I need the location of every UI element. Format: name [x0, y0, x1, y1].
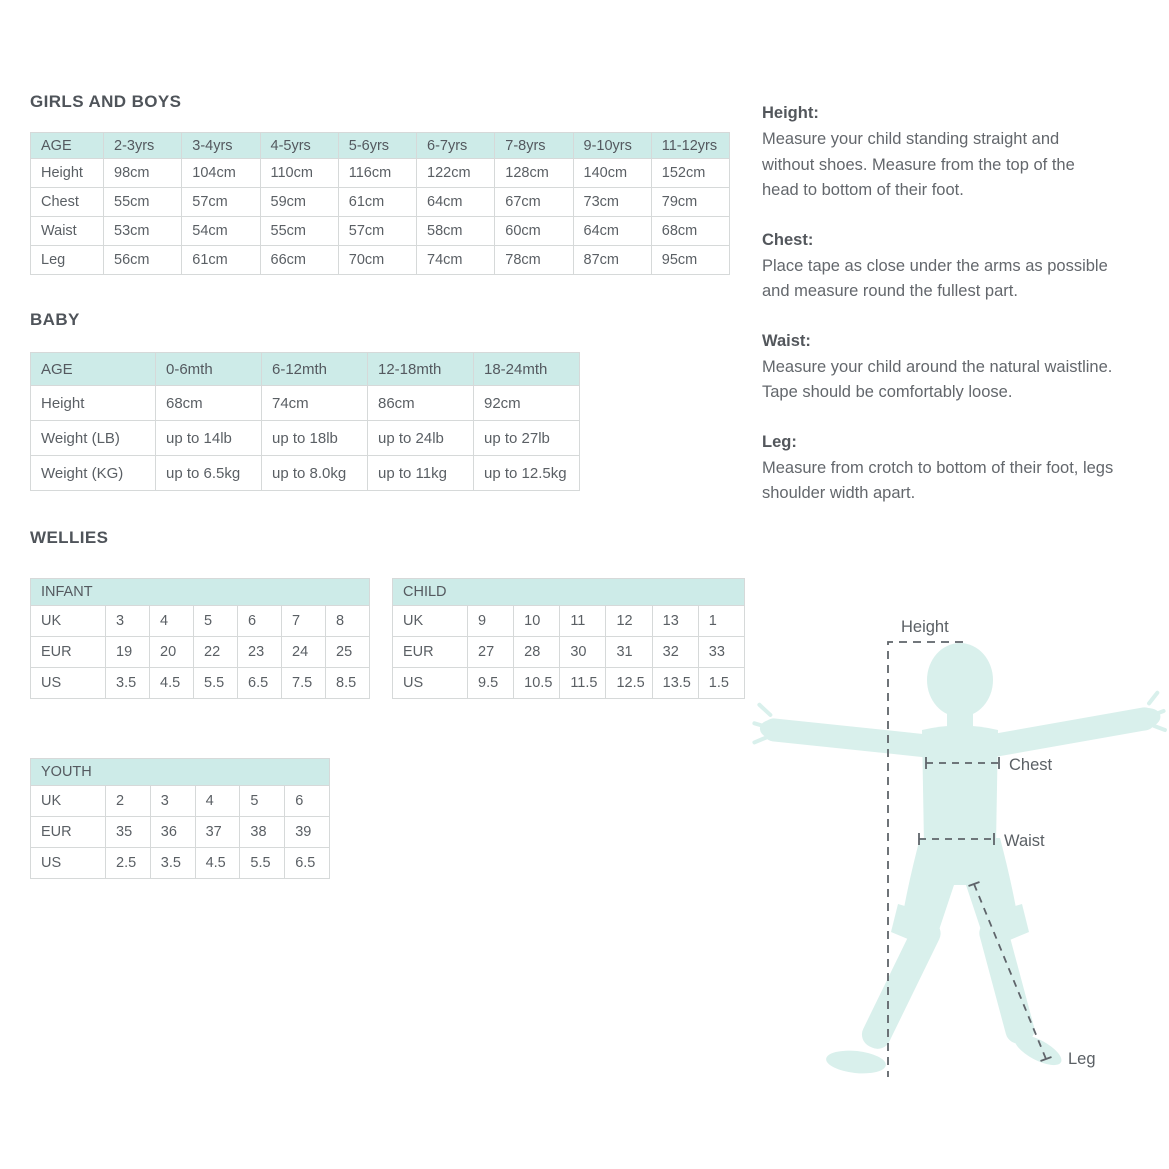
cell-value: 6 [285, 786, 330, 817]
row-label: EUR [31, 817, 106, 848]
table-row [31, 188, 730, 217]
column-header: 6-12mth [262, 353, 368, 386]
row-label: US [31, 668, 106, 699]
cell-value: 36 [150, 817, 195, 848]
column-header: AGE [31, 353, 156, 386]
cell-value: 5 [240, 786, 285, 817]
table-row [31, 421, 580, 456]
figure-label-chest: Chest [1009, 756, 1053, 774]
cell-value: 38 [240, 817, 285, 848]
row-label: Weight (KG) [31, 456, 156, 491]
cell-value: 5 [194, 606, 238, 637]
cell-value: 33 [698, 637, 744, 668]
instruction-body-waist: Measure your child around the natural waistline. Tape should be comfortably loose. [762, 357, 1113, 401]
cell-value: 73cm [573, 188, 651, 217]
cell-value: 122cm [417, 159, 495, 188]
baby-title: BABY [30, 310, 80, 329]
cell-value: 5.5 [194, 668, 238, 699]
cell-value: 66cm [260, 246, 338, 275]
table-row [31, 217, 730, 246]
cell-value: 30 [560, 637, 606, 668]
girls-and-boys-size-table [30, 132, 730, 275]
figure-label-waist: Waist [1004, 832, 1045, 850]
instruction-body-leg: Measure from crotch to bottom of their foot, legs shoulder width apart. [762, 458, 1114, 502]
cell-value: up to 24lb [368, 421, 474, 456]
cell-value: 1 [698, 606, 744, 637]
cell-value: 61cm [182, 246, 260, 275]
cell-value: 57cm [182, 188, 260, 217]
table-row [31, 786, 330, 817]
cell-value: 140cm [573, 159, 651, 188]
instruction-height [762, 104, 1114, 204]
cell-value: 87cm [573, 246, 651, 275]
cell-value: up to 14lb [156, 421, 262, 456]
cell-value: up to 8.0kg [262, 456, 368, 491]
cell-value: 12.5 [606, 668, 652, 699]
table-row [31, 606, 370, 637]
child-silhouette-diagram [750, 580, 1169, 1100]
cell-value: 116cm [338, 159, 416, 188]
cell-value: 60cm [495, 217, 573, 246]
child-silhouette [752, 643, 1166, 1076]
cell-value: 128cm [495, 159, 573, 188]
cell-value: 37 [195, 817, 240, 848]
instruction-waist [762, 332, 1114, 406]
cell-value: 64cm [417, 188, 495, 217]
cell-value: 7 [282, 606, 326, 637]
cell-value: 95cm [651, 246, 729, 275]
row-label: UK [31, 606, 106, 637]
cell-value: 35 [106, 817, 151, 848]
cell-value: 104cm [182, 159, 260, 188]
cell-value: 32 [652, 637, 698, 668]
right-arm [974, 692, 1167, 762]
table-row [31, 386, 580, 421]
cell-value: up to 6.5kg [156, 456, 262, 491]
header-row [31, 353, 580, 386]
cell-value: 79cm [651, 188, 729, 217]
cell-value: 7.5 [282, 668, 326, 699]
table-row [31, 848, 330, 879]
cell-value: 56cm [104, 246, 182, 275]
cell-value: 13 [652, 606, 698, 637]
cell-value: up to 11kg [368, 456, 474, 491]
instruction-heading-leg: Leg: [762, 432, 797, 451]
right-leg [976, 916, 1037, 1046]
instruction-body-height: Measure your child standing straight and without shoes. Measure from the top of the head to bottom of their foot. [762, 130, 1075, 199]
header-row [31, 133, 730, 159]
cell-value: 4.5 [195, 848, 240, 879]
cell-value: 3.5 [150, 848, 195, 879]
column-header: 9-10yrs [573, 133, 651, 159]
cell-value: 92cm [474, 386, 580, 421]
cell-value: 2.5 [106, 848, 151, 879]
row-label: Weight (LB) [31, 421, 156, 456]
table-row [31, 817, 330, 848]
column-header: AGE [31, 133, 104, 159]
cell-value: 25 [326, 637, 370, 668]
figure-label-leg: Leg [1068, 1050, 1096, 1068]
cell-value: 70cm [338, 246, 416, 275]
cell-value: 6.5 [285, 848, 330, 879]
cell-value: 4 [150, 606, 194, 637]
instruction-heading-chest: Chest: [762, 230, 814, 249]
table-row [393, 668, 745, 699]
column-header: 4-5yrs [260, 133, 338, 159]
cell-value: 3 [106, 606, 150, 637]
wellies-infant-table [30, 578, 370, 699]
row-label: US [31, 848, 106, 879]
column-header: 3-4yrs [182, 133, 260, 159]
cell-value: 74cm [262, 386, 368, 421]
table-row [31, 668, 370, 699]
cell-value: 59cm [260, 188, 338, 217]
cell-value: 22 [194, 637, 238, 668]
measurement-diagram [750, 580, 1169, 1100]
cell-value: 4 [195, 786, 240, 817]
cell-value: 2 [106, 786, 151, 817]
header-row [31, 759, 330, 786]
cell-value: 68cm [156, 386, 262, 421]
cell-value: 58cm [417, 217, 495, 246]
table-title: INFANT [31, 579, 370, 606]
table-row [393, 606, 745, 637]
cell-value: 10 [514, 606, 560, 637]
cell-value: 9.5 [468, 668, 514, 699]
header-row [393, 579, 745, 606]
cell-value: 19 [106, 637, 150, 668]
table-title: CHILD [393, 579, 745, 606]
column-header: 5-6yrs [338, 133, 416, 159]
cell-value: 8.5 [326, 668, 370, 699]
cell-value: 74cm [417, 246, 495, 275]
table-row [31, 246, 730, 275]
wellies-child-table [392, 578, 745, 699]
column-header: 18-24mth [474, 353, 580, 386]
cell-value: 152cm [651, 159, 729, 188]
cell-value: 5.5 [240, 848, 285, 879]
cell-value: 55cm [260, 217, 338, 246]
cell-value: 23 [238, 637, 282, 668]
left-arm [752, 704, 944, 762]
instruction-heading-height: Height: [762, 104, 819, 122]
table-title: YOUTH [31, 759, 330, 786]
table-row [31, 159, 730, 188]
column-header: 7-8yrs [495, 133, 573, 159]
cell-value: 1.5 [698, 668, 744, 699]
row-label: Height [31, 386, 156, 421]
cell-value: up to 18lb [262, 421, 368, 456]
cell-value: 6.5 [238, 668, 282, 699]
cell-value: 53cm [104, 217, 182, 246]
cell-value: 12 [606, 606, 652, 637]
cell-value: 31 [606, 637, 652, 668]
column-header: 11-12yrs [651, 133, 729, 159]
measuring-instructions [762, 104, 1114, 534]
cell-value: 11.5 [560, 668, 606, 699]
wellies-youth-table [30, 758, 330, 879]
wellies-title: WELLIES [30, 528, 109, 547]
instruction-chest [762, 231, 1114, 305]
table-row [393, 637, 745, 668]
instruction-body-chest: Place tape as close under the arms as possible and measure round the fullest part. [762, 256, 1108, 300]
cell-value: 11 [560, 606, 606, 637]
cell-value: 6 [238, 606, 282, 637]
instruction-leg [762, 433, 1114, 507]
cell-value: 39 [285, 817, 330, 848]
column-header: 12-18mth [368, 353, 474, 386]
column-header: 6-7yrs [417, 133, 495, 159]
cell-value: 20 [150, 637, 194, 668]
row-label: Waist [31, 217, 104, 246]
table-row [31, 637, 370, 668]
row-label: Leg [31, 246, 104, 275]
row-label: Chest [31, 188, 104, 217]
cell-value: 64cm [573, 217, 651, 246]
row-label: Height [31, 159, 104, 188]
cell-value: 4.5 [150, 668, 194, 699]
row-label: UK [31, 786, 106, 817]
cell-value: 8 [326, 606, 370, 637]
table-row [31, 456, 580, 491]
cell-value: 61cm [338, 188, 416, 217]
cell-value: up to 27lb [474, 421, 580, 456]
baby-size-table [30, 352, 580, 491]
cell-value: 68cm [651, 217, 729, 246]
cell-value: 3.5 [106, 668, 150, 699]
header-row [31, 579, 370, 606]
cell-value: 28 [514, 637, 560, 668]
cell-value: 67cm [495, 188, 573, 217]
cell-value: 3 [150, 786, 195, 817]
cell-value: 54cm [182, 217, 260, 246]
girls-and-boys-title: GIRLS AND BOYS [30, 92, 182, 111]
cell-value: 86cm [368, 386, 474, 421]
figure-label-height: Height [901, 618, 949, 636]
row-label: US [393, 668, 468, 699]
cell-value: 13.5 [652, 668, 698, 699]
cell-value: 78cm [495, 246, 573, 275]
row-label: UK [393, 606, 468, 637]
cell-value: 55cm [104, 188, 182, 217]
column-header: 0-6mth [156, 353, 262, 386]
instruction-heading-waist: Waist: [762, 331, 811, 350]
row-label: EUR [31, 637, 106, 668]
cell-value: 9 [468, 606, 514, 637]
cell-value: 57cm [338, 217, 416, 246]
cell-value: up to 12.5kg [474, 456, 580, 491]
cell-value: 110cm [260, 159, 338, 188]
cell-value: 24 [282, 637, 326, 668]
cell-value: 98cm [104, 159, 182, 188]
cell-value: 27 [468, 637, 514, 668]
cell-value: 10.5 [514, 668, 560, 699]
row-label: EUR [393, 637, 468, 668]
column-header: 2-3yrs [104, 133, 182, 159]
